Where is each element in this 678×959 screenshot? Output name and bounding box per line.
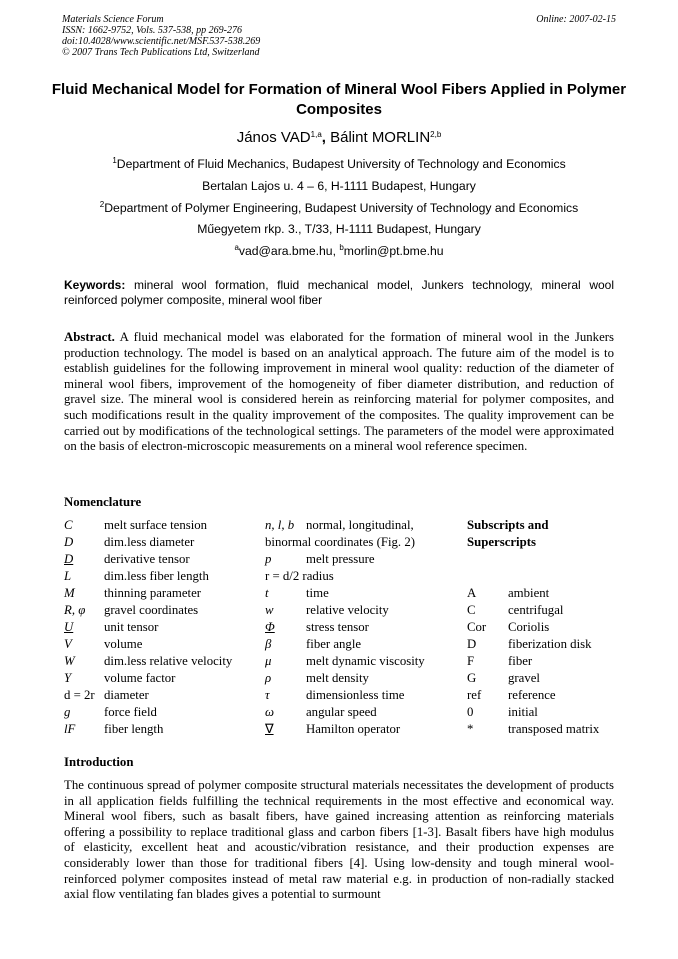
nom-symbol: w <box>265 603 274 617</box>
introduction-text: The continuous spread of polymer composite structural materials necessitates the development of products in all application fields fulfilling the technical requirements in the most effective and economical way. Mineral wool fibers, such as basalt fibers, have gained increasing attention as reinforcing materials offering a possibility to replace traditional glass and carbon fibers [1-3]. Basalt fibers have high modulus of elasticity, excellent heat and acoustic/vibration resistance, and their production expenses are considerably lower than those for traditional fibers [4]. Using low-density and tough mineral wool-reinforced polymer composites instead of metal raw material e.g. in production of non-radially stacked axial flow ventilating fan blades gives a potential to surmount <box>64 778 614 902</box>
nomenclature-entry <box>265 517 294 534</box>
nom-symbol: W <box>64 654 75 668</box>
journal-doi: doi:10.4028/www.scientific.net/MSF.537-538.269 <box>62 36 261 47</box>
nomenclature-desc: dim.less relative velocity <box>104 654 233 668</box>
author-2-affil: 2,b <box>430 130 442 139</box>
introduction-heading: Introduction <box>64 755 134 769</box>
nomenclature-desc: fiber length <box>104 722 164 736</box>
nomenclature-entry <box>265 721 274 738</box>
abstract <box>64 330 614 455</box>
subscript-desc: ambient <box>508 586 550 600</box>
nomenclature-entry <box>265 602 274 619</box>
nomenclature-entry <box>64 704 70 721</box>
nom-symbol: ρ <box>265 671 272 685</box>
nomenclature-entry <box>64 568 71 585</box>
nomenclature-desc: dim.less diameter <box>104 535 195 549</box>
nom-symbol: μ <box>265 654 272 668</box>
nom-symbol: t <box>265 586 269 600</box>
nomenclature-radius: r = d/2 radius <box>265 569 334 583</box>
nomenclature-entry <box>64 619 73 636</box>
nomenclature-desc: thinning parameter <box>104 586 202 600</box>
nomenclature-entry <box>64 551 73 568</box>
nom-symbol: β <box>265 637 272 651</box>
nomenclature-entry <box>265 619 275 636</box>
subscript-desc: fiberization disk <box>508 637 592 651</box>
email-a-marker: a <box>234 243 239 252</box>
online-date: Online: 2007-02-15 <box>536 14 616 25</box>
nomenclature-desc: melt pressure <box>306 552 375 566</box>
nomenclature-desc: melt dynamic viscosity <box>306 654 425 668</box>
nomenclature-entry <box>265 704 274 721</box>
subscripts-heading-line-1: Subscripts and <box>467 518 549 532</box>
abstract-text: A fluid mechanical model was elaborated for the formation of mineral wool in the Junkers production technology. The model is based on an analytical approach. The future aim of the model is to establish guidelines for the following improvement in mineral wool quality: reduction of the diameter of mineral wool fibers, improvement of the homogeneity of fiber diameter distribution, and reduction of gravel size. The mineral wool is considered herein as reinforcing material for polymer composites, and such modifications result in the quality improvement of the composites. The quality improvement can be carried out by modifications of the technological settings. The parameters of the model were approximated on the basis of electron-microscopic measurements on a mineral wool reference specimen. <box>64 330 614 454</box>
nom-symbol: d = 2r <box>64 688 95 702</box>
nomenclature-entry <box>64 636 72 653</box>
nom-symbol: p <box>265 552 272 566</box>
nom-symbol: n, l, b <box>265 518 295 532</box>
author-line <box>0 129 678 147</box>
nom-symbol: C <box>64 518 73 532</box>
subscript-entry: D <box>467 637 477 651</box>
subscript-desc: reference <box>508 688 556 702</box>
subscript-desc: fiber <box>508 654 533 668</box>
subscript-entry: F <box>467 654 475 668</box>
affiliation-1-address: Bertalan Lajos u. 4 – 6, H-1111 Budapest, Hungary <box>202 179 476 193</box>
nomenclature-entry <box>265 653 271 670</box>
nom-symbol: Φ <box>265 620 275 634</box>
nomenclature-desc: fiber angle <box>306 637 362 651</box>
subscript-desc: initial <box>508 705 538 719</box>
nomenclature-entry <box>64 534 73 551</box>
author-separator: , <box>321 129 331 146</box>
journal-header <box>62 14 616 58</box>
email-b[interactable]: morlin@pt.bme.hu <box>343 244 444 258</box>
nomenclature-desc: relative velocity <box>306 603 389 617</box>
nomenclature-entry <box>265 551 271 568</box>
nomenclature-desc: Hamilton operator <box>306 722 401 736</box>
nomenclature-desc: derivative tensor <box>104 552 190 566</box>
nom-symbol: D <box>64 552 74 566</box>
nomenclature-heading: Nomenclature <box>64 495 142 509</box>
nomenclature-entry <box>64 585 75 602</box>
subscript-desc: centrifugal <box>508 603 564 617</box>
nomenclature-desc: dimensionless time <box>306 688 405 702</box>
nomenclature-entry <box>64 653 75 670</box>
subscript-entry: Cor <box>467 620 487 634</box>
affiliation-1 <box>0 157 678 171</box>
author-2: Bálint MORLIN <box>330 129 431 146</box>
abstract-label: Abstract. <box>64 330 115 344</box>
nomenclature-entry <box>265 670 271 687</box>
subscript-desc: gravel <box>508 671 540 685</box>
affiliation-2-name: Department of Polymer Engineering, Budapest University of Technology and Economics <box>104 201 579 215</box>
nomenclature-desc: gravel coordinates <box>104 603 199 617</box>
affiliation-1-marker: 1 <box>112 156 117 165</box>
nomenclature-desc: force field <box>104 705 157 719</box>
nomenclature-desc: dim.less fiber length <box>104 569 209 583</box>
subscript-entry: * <box>467 722 474 736</box>
nomenclature-desc: time <box>306 586 329 600</box>
author-1-affil: 1,a <box>310 130 322 139</box>
nomenclature-desc: diameter <box>104 688 149 702</box>
journal-issn: ISSN: 1662-9752, Vols. 537-538, pp 269-276 <box>62 25 242 36</box>
nom-symbol: ω <box>265 705 275 719</box>
nom-symbol: R, φ <box>64 603 86 617</box>
nomenclature-desc: stress tensor <box>306 620 369 634</box>
nomenclature-entry <box>265 636 271 653</box>
subscript-entry: G <box>467 671 477 685</box>
nomenclature-desc: normal, longitudinal, <box>306 518 414 532</box>
subscript-entry: 0 <box>467 705 474 719</box>
nom-symbol: g <box>64 705 71 719</box>
nom-symbol: τ <box>265 688 270 702</box>
nomenclature-desc: volume <box>104 637 143 651</box>
nomenclature-desc: unit tensor <box>104 620 159 634</box>
nomenclature-entry <box>265 687 270 704</box>
affiliation-1-name: Department of Fluid Mechanics, Budapest University of Technology and Economics <box>116 157 566 171</box>
nomenclature-desc: volume factor <box>104 671 176 685</box>
email-a[interactable]: vad@ara.bme.hu, <box>238 244 340 258</box>
affiliation-2-marker: 2 <box>99 200 105 209</box>
nom-symbol: L <box>64 569 72 583</box>
nom-symbol: ∇ <box>265 722 274 736</box>
nom-symbol: V <box>64 637 72 651</box>
keywords <box>64 278 614 308</box>
nom-symbol: D <box>64 535 74 549</box>
affiliation-2-address: Műegyetem rkp. 3., T/33, H-1111 Budapest, Hungary <box>197 222 481 236</box>
subscript-entry: C <box>467 603 476 617</box>
journal-name: Materials Science Forum <box>62 14 164 25</box>
keywords-label: Keywords: <box>64 278 126 292</box>
nom-symbol: lF <box>64 722 76 736</box>
subscript-desc: transposed matrix <box>508 722 600 736</box>
subscript-entry: ref <box>467 688 482 702</box>
nom-symbol: M <box>64 586 75 600</box>
journal-copyright: © 2007 Trans Tech Publications Ltd, Switzerland <box>62 47 260 58</box>
nomenclature-entry <box>64 670 71 687</box>
nomenclature-entry <box>64 721 75 738</box>
subscripts-heading-line-2: Superscripts <box>467 535 536 549</box>
email-line <box>0 244 678 258</box>
nom-symbol: Y <box>64 671 72 685</box>
nomenclature-desc: melt surface tension <box>104 518 208 532</box>
affiliation-2 <box>0 201 678 215</box>
nomenclature-entry <box>265 585 269 602</box>
subscript-desc: Coriolis <box>508 620 550 634</box>
author-1: János VAD <box>236 129 311 146</box>
nomenclature-entry <box>64 602 85 619</box>
email-b-marker: b <box>339 243 344 252</box>
nom-symbol: U <box>64 620 74 634</box>
nomenclature-entry <box>64 687 95 704</box>
nomenclature-desc-cont: binormal coordinates (Fig. 2) <box>265 535 415 549</box>
nomenclature-desc: melt density <box>306 671 369 685</box>
subscripts-heading <box>467 517 548 551</box>
keywords-text: mineral wool formation, fluid mechanical model, Junkers technology, mineral wool reinforced polymer composite, mineral wool fiber <box>64 278 614 307</box>
nomenclature-desc: angular speed <box>306 705 377 719</box>
paper-title: Fluid Mechanical Model for Formation of Mineral Wool Fibers Applied in Polymer Composites <box>51 81 627 118</box>
subscript-entry: A <box>467 586 477 600</box>
nomenclature-entry <box>64 517 73 534</box>
